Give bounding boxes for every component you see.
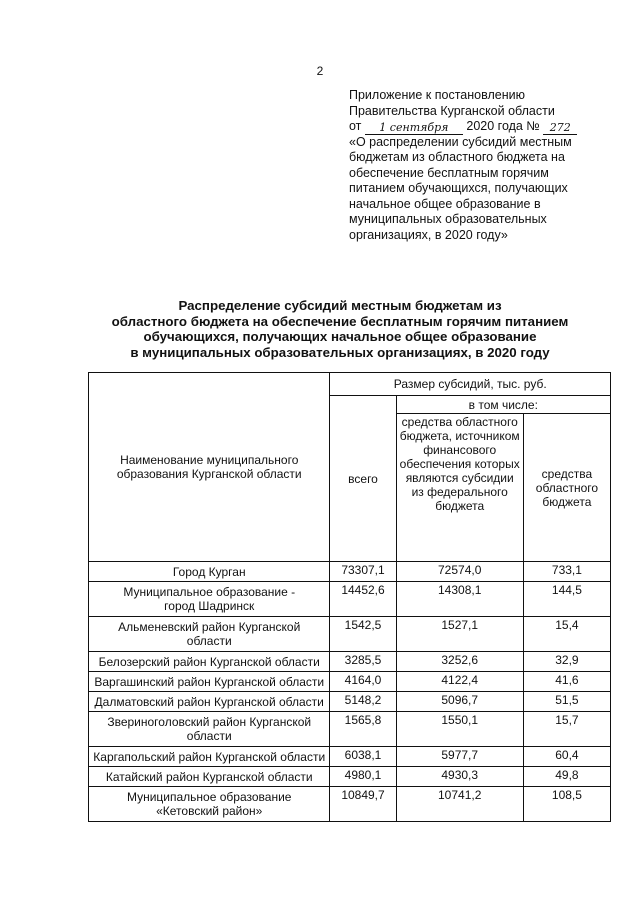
row-total: 1565,8 xyxy=(330,712,396,747)
row-total: 4164,0 xyxy=(330,672,396,692)
row-federal: 72574,0 xyxy=(396,562,523,582)
document-title xyxy=(80,298,600,360)
table-row xyxy=(89,787,611,822)
table-row xyxy=(89,562,611,582)
row-federal: 5096,7 xyxy=(396,692,523,712)
table-row xyxy=(89,747,611,767)
row-name-line-1: Звериноголовский район Курганской xyxy=(107,715,312,729)
row-name-line-2: области xyxy=(186,729,232,743)
row-regional: 32,9 xyxy=(523,652,610,672)
row-name xyxy=(89,767,330,787)
table-row xyxy=(89,712,611,747)
row-name-line-1: Город Курган xyxy=(172,564,246,579)
appendix-line-9: муниципальных образовательных xyxy=(349,212,547,226)
row-federal: 4930,3 xyxy=(396,767,523,787)
row-name-line-1: Муниципальное образование - xyxy=(123,585,296,599)
table-row xyxy=(89,652,611,672)
appendix-line-2: Правительства Курганской области xyxy=(349,103,555,118)
row-regional: 41,6 xyxy=(523,672,610,692)
page-number: 2 xyxy=(316,64,324,78)
row-total: 6038,1 xyxy=(330,747,396,767)
row-total: 14452,6 xyxy=(330,582,396,617)
row-name xyxy=(89,672,330,692)
appendix-block xyxy=(349,88,611,243)
appendix-line-10: организациях, в 2020 году» xyxy=(349,227,508,242)
row-regional: 49,8 xyxy=(523,767,610,787)
row-name xyxy=(89,582,330,617)
table-body xyxy=(89,562,611,822)
table-row xyxy=(89,767,611,787)
row-name-line-2: области xyxy=(186,634,232,648)
table-row xyxy=(89,692,611,712)
table-row xyxy=(89,672,611,692)
row-regional: 51,5 xyxy=(523,692,610,712)
row-name-line-2: «Кетовский район» xyxy=(156,804,263,818)
table-row xyxy=(89,582,611,617)
row-name xyxy=(89,692,330,712)
row-name xyxy=(89,652,330,672)
row-total: 5148,2 xyxy=(330,692,396,712)
row-regional: 60,4 xyxy=(523,747,610,767)
appendix-line-7: питанием обучающихся, получающих xyxy=(349,181,568,195)
row-federal: 5977,7 xyxy=(396,747,523,767)
appendix-line-6: обеспечение бесплатным горячим xyxy=(349,165,549,180)
row-federal: 10741,2 xyxy=(396,787,523,822)
title-line-3: обучающихся, получающих начальное общее образование xyxy=(143,329,537,344)
row-federal: 3252,6 xyxy=(396,652,523,672)
row-federal: 14308,1 xyxy=(396,582,523,617)
row-regional: 733,1 xyxy=(523,562,610,582)
year-text: 2020 года № xyxy=(466,119,540,133)
appendix-line-5: бюджетам из областного бюджета на xyxy=(349,150,565,164)
row-name-line-2: город Шадринск xyxy=(164,599,255,613)
appendix-date-line xyxy=(349,119,611,135)
row-name-line-1: Катайский район Курганской области xyxy=(105,769,313,784)
subsidy-table xyxy=(88,372,611,822)
row-federal: 1527,1 xyxy=(396,617,523,652)
row-name xyxy=(89,712,330,747)
handwritten-date: 1 сентября xyxy=(365,122,463,135)
handwritten-number: 272 xyxy=(543,122,577,135)
row-name-line-1: Каргапольский район Курганской области xyxy=(93,749,326,764)
row-name xyxy=(89,787,330,822)
header-total: всего xyxy=(330,396,396,562)
row-name-line-1: Варгашинский район Курганской области xyxy=(94,674,325,689)
row-total: 4980,1 xyxy=(330,767,396,787)
row-name-line-1: Далматовский район Курганской области xyxy=(94,694,324,709)
row-name-line-1: Белозерский район Курганской области xyxy=(98,654,320,669)
appendix-line-8: начальное общее образование в xyxy=(349,196,541,211)
row-name-line-1: Муниципальное образование xyxy=(126,790,292,804)
row-total: 73307,1 xyxy=(330,562,396,582)
row-federal: 4122,4 xyxy=(396,672,523,692)
row-total: 1542,5 xyxy=(330,617,396,652)
header-federal: средства областного бюджета, источником финансового обеспечения которых являются субсидии из федерального бюджета xyxy=(396,414,523,562)
row-regional: 144,5 xyxy=(523,582,610,617)
row-total: 10849,7 xyxy=(330,787,396,822)
row-regional: 108,5 xyxy=(523,787,610,822)
row-name xyxy=(89,617,330,652)
header-name: Наименование муниципального образования Курганской области xyxy=(89,373,330,562)
row-federal: 1550,1 xyxy=(396,712,523,747)
row-name-line-1: Альменевский район Курганской xyxy=(118,620,301,634)
row-regional: 15,4 xyxy=(523,617,610,652)
table-row xyxy=(89,617,611,652)
row-total: 3285,5 xyxy=(330,652,396,672)
row-name xyxy=(89,562,330,582)
row-name xyxy=(89,747,330,767)
header-regional: средства областного бюджета xyxy=(523,414,610,562)
title-line-2: областного бюджета на обеспечение бесплатным горячим питанием xyxy=(111,313,569,329)
appendix-line-4: «О распределении субсидий местным xyxy=(349,134,572,149)
title-line-4: в муниципальных образовательных организациях, в 2020 году xyxy=(130,344,550,360)
title-line-1: Распределение субсидий местным бюджетам из xyxy=(178,298,502,313)
from-prefix: от xyxy=(349,119,362,133)
header-including: в том числе: xyxy=(396,396,610,414)
header-subsidy: Размер субсидий, тыс. руб. xyxy=(330,373,611,396)
row-regional: 15,7 xyxy=(523,712,610,747)
appendix-line-1: Приложение к постановлению xyxy=(349,88,525,102)
